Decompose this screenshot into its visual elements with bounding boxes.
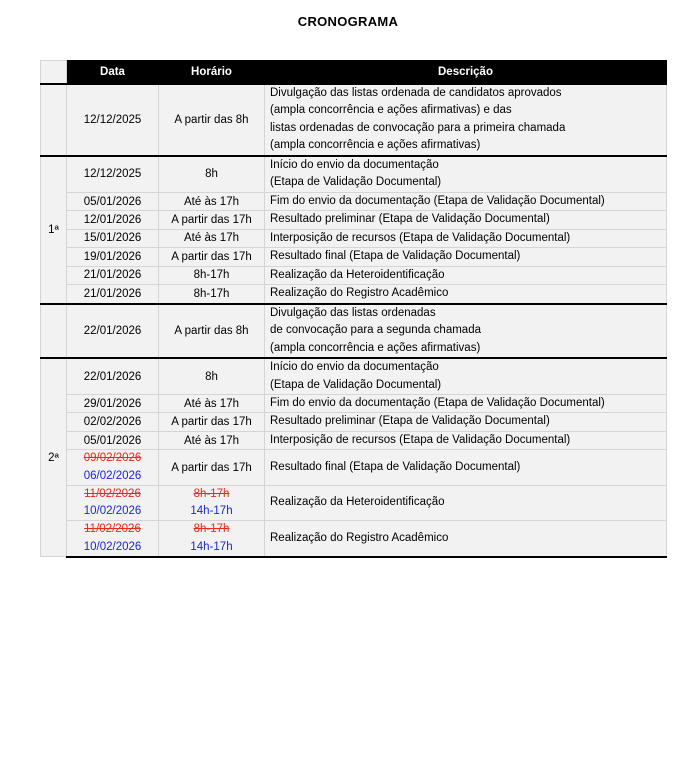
document-title: CRONOGRAMA <box>297 14 399 29</box>
date-old-strikethrough: 11/02/2026 <box>84 487 141 500</box>
table-row <box>41 521 667 557</box>
cell-data: 12/12/2025 <box>67 84 159 156</box>
cell-data <box>67 485 159 521</box>
descricao-line: Realização da Heteroidentificação <box>270 496 445 509</box>
cell-data: 22/01/2026 <box>67 304 159 358</box>
cell-horario: Até às 17h <box>159 394 265 412</box>
cell-descricao <box>265 266 667 284</box>
header-cell-horario: Horário <box>159 61 265 85</box>
cell-descricao <box>265 521 667 557</box>
table-row <box>41 358 667 394</box>
table-row <box>41 229 667 247</box>
table-row <box>41 156 667 192</box>
descricao-line: listas ordenadas de convocação para a primeira chamada <box>270 121 566 134</box>
table-header <box>41 61 667 85</box>
descricao-line: Interposição de recursos (Etapa de Validação Documental) <box>270 433 571 446</box>
time-old-strikethrough: 8h-17h <box>193 523 230 536</box>
schedule-table-container <box>0 32 696 558</box>
descricao-line: (ampla concorrência e ações afirmativas) <box>270 341 481 354</box>
descricao-line: Fim do envio da documentação (Etapa de Validação Documental) <box>270 194 605 207</box>
cell-horario: 8h <box>159 358 265 394</box>
cell-horario <box>159 521 265 557</box>
cell-descricao <box>265 285 667 304</box>
cell-descricao <box>265 485 667 521</box>
descricao-line: (ampla concorrência e ações afirmativas) e das <box>270 104 512 117</box>
table-row <box>41 211 667 229</box>
time-new: 14h-17h <box>190 540 233 553</box>
cell-data: 05/01/2026 <box>67 431 159 449</box>
descricao-line: (Etapa de Validação Documental) <box>270 176 442 189</box>
table-header-row <box>41 61 667 85</box>
table-row <box>41 285 667 304</box>
time-old-strikethrough: 8h-17h <box>193 487 230 500</box>
section-label-2ª: 2ª <box>41 358 67 557</box>
date-old-strikethrough: 09/02/2026 <box>83 452 142 465</box>
table-row <box>41 84 667 156</box>
cell-descricao <box>265 84 667 156</box>
cell-descricao <box>265 394 667 412</box>
descricao-line: Realização da Heteroidentificação <box>270 268 445 281</box>
descricao-line: Resultado preliminar (Etapa de Validação Documental) <box>270 415 550 428</box>
cell-descricao <box>265 450 667 486</box>
cell-horario: Até às 17h <box>159 229 265 247</box>
cell-data: 22/01/2026 <box>67 358 159 394</box>
schedule-table <box>40 60 667 558</box>
date-new: 10/02/2026 <box>83 540 142 553</box>
descricao-line: Divulgação das listas ordenadas <box>270 306 436 319</box>
section-label-blank <box>41 304 67 358</box>
descricao-line: Resultado final (Etapa de Validação Documental) <box>270 460 521 473</box>
table-row <box>41 431 667 449</box>
table-body <box>41 84 667 557</box>
descricao-line: Início do envio da documentação <box>270 361 439 374</box>
table-row <box>41 450 667 486</box>
cell-data: 12/01/2026 <box>67 211 159 229</box>
descricao-line: Fim do envio da documentação (Etapa de Validação Documental) <box>270 396 605 409</box>
descricao-line: Realização do Registro Acadêmico <box>270 287 449 300</box>
cell-horario: 8h <box>159 156 265 192</box>
cell-horario: Até às 17h <box>159 192 265 210</box>
section-label-1ª: 1ª <box>41 156 67 304</box>
descricao-line: de convocação para a segunda chamada <box>270 324 481 337</box>
header-cell-blank <box>41 61 67 85</box>
cell-data: 21/01/2026 <box>67 266 159 284</box>
cell-data: 19/01/2026 <box>67 248 159 266</box>
cell-horario: Até às 17h <box>159 431 265 449</box>
table-row <box>41 304 667 358</box>
descricao-line: Interposição de recursos (Etapa de Validação Documental) <box>270 231 571 244</box>
table-row <box>41 485 667 521</box>
table-row <box>41 413 667 431</box>
descricao-line: Resultado preliminar (Etapa de Validação Documental) <box>270 213 550 226</box>
date-old-strikethrough: 11/02/2026 <box>84 523 141 536</box>
descricao-line: Divulgação das listas ordenada de candidatos aprovados <box>270 87 562 99</box>
section-label-blank <box>41 84 67 156</box>
cell-descricao <box>265 358 667 394</box>
table-row <box>41 248 667 266</box>
cell-descricao <box>265 248 667 266</box>
descricao-line: (Etapa de Validação Documental) <box>270 378 442 391</box>
cell-horario: A partir das 17h <box>159 248 265 266</box>
header-cell-data: Data <box>67 61 159 85</box>
date-new: 10/02/2026 <box>83 505 142 518</box>
cell-horario: A partir das 17h <box>159 450 265 486</box>
cell-data <box>67 450 159 486</box>
cell-data <box>67 521 159 557</box>
cell-horario: A partir das 17h <box>159 211 265 229</box>
cell-data: 15/01/2026 <box>67 229 159 247</box>
descricao-line: (ampla concorrência e ações afirmativas) <box>270 139 481 152</box>
time-new: 14h-17h <box>190 505 233 518</box>
cell-horario <box>159 485 265 521</box>
cell-horario: A partir das 8h <box>159 84 265 156</box>
cell-data: 02/02/2026 <box>67 413 159 431</box>
cell-descricao <box>265 304 667 358</box>
descricao-line: Resultado final (Etapa de Validação Documental) <box>270 250 521 263</box>
cell-descricao <box>265 229 667 247</box>
cell-horario: A partir das 8h <box>159 304 265 358</box>
cell-descricao <box>265 211 667 229</box>
cell-horario: 8h-17h <box>159 266 265 284</box>
cell-horario: 8h-17h <box>159 285 265 304</box>
cell-data: 05/01/2026 <box>67 192 159 210</box>
table-row <box>41 266 667 284</box>
cell-descricao <box>265 156 667 192</box>
table-row <box>41 394 667 412</box>
cell-data: 21/01/2026 <box>67 285 159 304</box>
header-cell-descricao: Descrição <box>265 61 667 85</box>
table-row <box>41 192 667 210</box>
descricao-line: Início do envio da documentação <box>270 158 439 171</box>
cell-descricao <box>265 413 667 431</box>
cell-data: 12/12/2025 <box>67 156 159 192</box>
descricao-line: Realização do Registro Acadêmico <box>270 531 449 544</box>
cell-descricao <box>265 192 667 210</box>
date-new: 06/02/2026 <box>83 469 142 482</box>
cell-descricao <box>265 431 667 449</box>
cell-horario: A partir das 17h <box>159 413 265 431</box>
cell-data: 29/01/2026 <box>67 394 159 412</box>
